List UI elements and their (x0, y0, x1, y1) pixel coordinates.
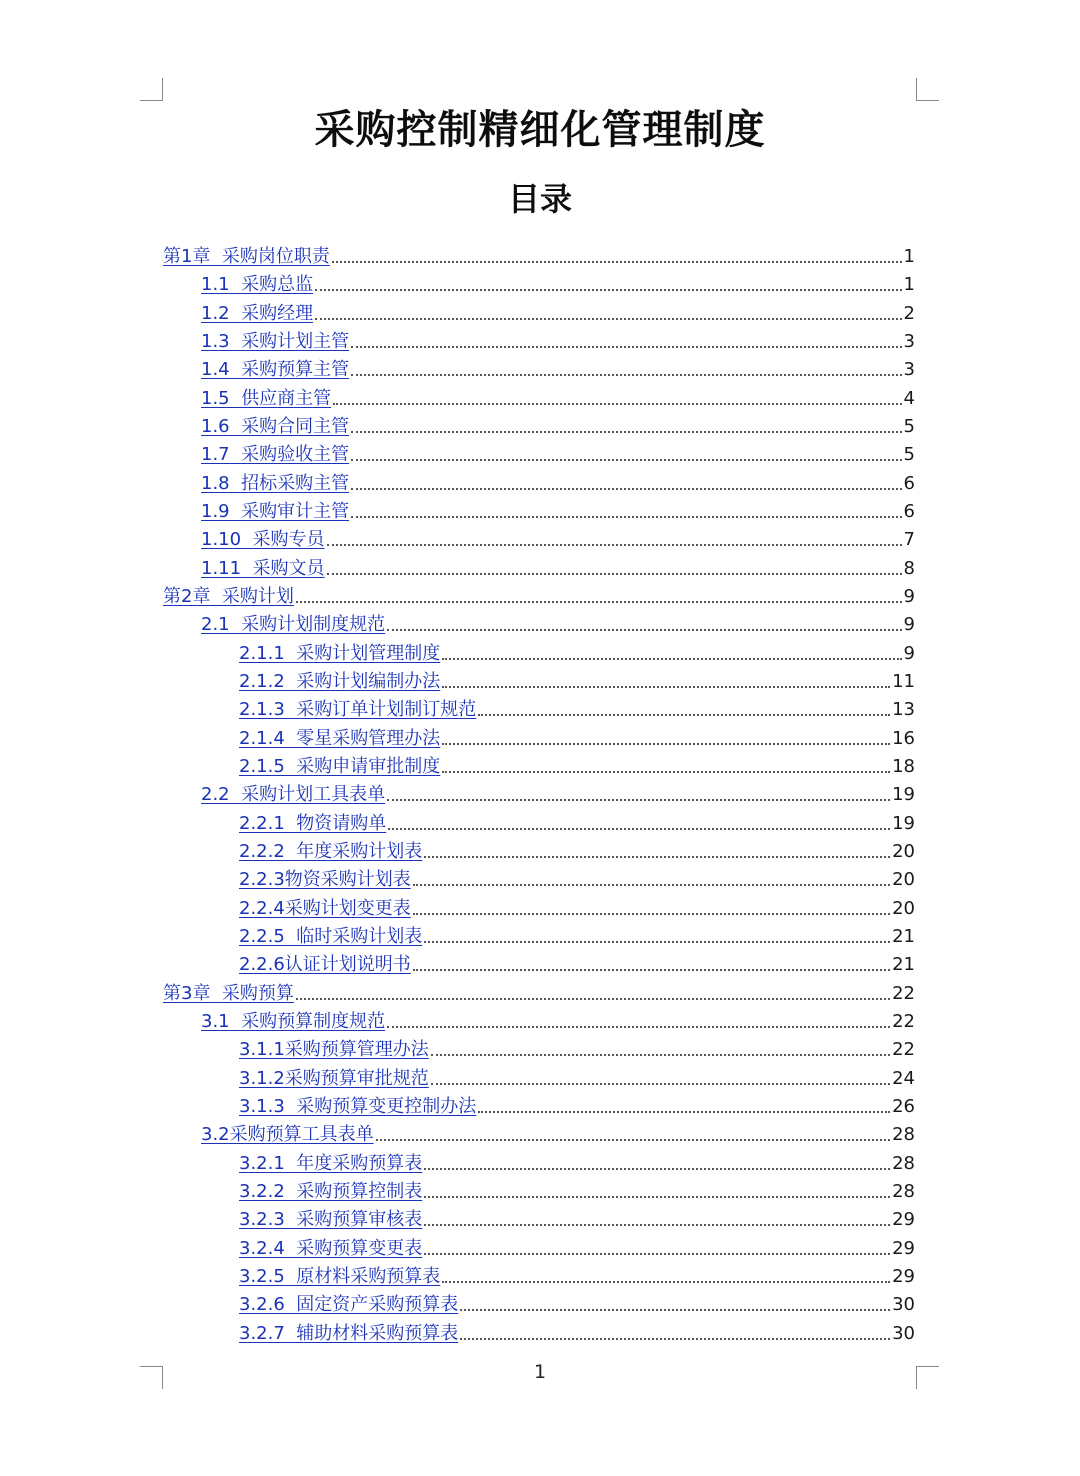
toc-entry-page: 21 (892, 925, 915, 947)
toc-entry-page: 3 (903, 330, 915, 352)
toc-entry-link[interactable]: 3.1.1采购预算管理办法 (239, 1039, 429, 1061)
toc-entry-page: 30 (892, 1294, 915, 1316)
toc-entry[interactable] (201, 325, 915, 353)
toc-entry-link[interactable]: 2.2 采购计划工具表单 (201, 784, 386, 806)
toc-entry-page: 20 (892, 840, 915, 862)
toc-entry[interactable] (239, 1260, 915, 1288)
toc-entry[interactable] (239, 920, 915, 948)
toc-entry-page: 5 (903, 415, 915, 437)
toc-dot-leader (296, 997, 890, 1000)
toc-dot-leader (460, 1308, 890, 1311)
toc-dot-leader (424, 1252, 890, 1255)
toc-dot-leader (351, 458, 901, 461)
toc-entry-link[interactable]: 3.1.2采购预算审批规范 (239, 1067, 429, 1089)
toc-heading: 目录 (507, 180, 572, 218)
toc-entry-page: 9 (903, 642, 915, 664)
toc-dot-leader (413, 883, 890, 886)
toc-entry[interactable] (239, 1203, 915, 1231)
toc-dot-leader (376, 1138, 890, 1141)
toc-entry-link[interactable]: 2.2.5 临时采购计划表 (239, 925, 423, 947)
toc-entry-link[interactable]: 3.2.3 采购预算审核表 (239, 1209, 423, 1231)
toc-entry-page: 24 (892, 1067, 915, 1089)
toc-entry-page: 6 (903, 500, 915, 522)
toc-dot-leader (431, 1082, 890, 1085)
toc-entry[interactable] (163, 580, 915, 608)
toc-dot-leader (296, 600, 902, 603)
toc-entry-link[interactable]: 2.1.5 采购申请审批制度 (239, 755, 441, 777)
toc-entry-page: 18 (892, 755, 915, 777)
toc-entry-link[interactable]: 3.2.6 固定资产采购预算表 (239, 1294, 459, 1316)
toc-entry-page: 20 (892, 869, 915, 891)
toc-entry[interactable] (239, 637, 915, 665)
toc-entry[interactable] (163, 240, 915, 268)
toc-entry[interactable] (201, 523, 915, 551)
toc-entry[interactable] (201, 1118, 915, 1146)
toc-entry-link[interactable]: 1.4 采购预算主管 (201, 359, 350, 381)
toc-entry-link[interactable]: 第2章 采购计划 (163, 585, 294, 607)
toc-entry-link[interactable]: 2.1.2 采购计划编制办法 (239, 670, 441, 692)
toc-entry[interactable] (239, 1232, 915, 1260)
toc-dot-leader (478, 713, 890, 716)
toc-entry-link[interactable]: 2.2.2 年度采购计划表 (239, 840, 423, 862)
toc-entry[interactable] (239, 1175, 915, 1203)
toc-entry[interactable] (239, 948, 915, 976)
toc-dot-leader (424, 855, 890, 858)
toc-dot-leader (351, 430, 901, 433)
toc-entry-link[interactable]: 3.1 采购预算制度规范 (201, 1010, 386, 1032)
toc-entry-link[interactable]: 2.1.3 采购订单计划制订规范 (239, 699, 477, 721)
page-number: 1 (533, 1361, 547, 1383)
toc-dot-leader (388, 827, 890, 830)
toc-entry-page: 26 (892, 1095, 915, 1117)
toc-entry-link[interactable]: 1.11 采购文员 (201, 557, 325, 579)
toc-entry-page: 11 (892, 670, 915, 692)
toc-entry[interactable] (201, 467, 915, 495)
toc-dot-leader (424, 1167, 890, 1170)
toc-entry[interactable] (201, 382, 915, 410)
toc-entry-link[interactable]: 3.2.1 年度采购预算表 (239, 1152, 423, 1174)
toc-entry-page: 6 (903, 472, 915, 494)
toc-entry-link[interactable]: 2.2.4采购计划变更表 (239, 897, 411, 919)
toc-entry[interactable] (239, 1090, 915, 1118)
toc-entry[interactable] (201, 410, 915, 438)
toc-entry-link[interactable]: 2.1 采购计划制度规范 (201, 614, 386, 636)
toc-entry-page: 13 (892, 699, 915, 721)
toc-dot-leader (315, 317, 901, 320)
toc-entry[interactable] (201, 778, 915, 806)
toc-entry-page: 1 (903, 246, 915, 267)
toc-entry-page: 28 (892, 1152, 915, 1174)
toc-dot-leader (387, 798, 890, 801)
toc-entry-link[interactable]: 1.5 供应商主管 (201, 387, 332, 409)
toc-entry-page: 28 (892, 1180, 915, 1202)
toc-entry[interactable] (239, 750, 915, 778)
toc-entry-link[interactable]: 3.2.2 采购预算控制表 (239, 1180, 423, 1202)
toc-entry-link[interactable]: 3.2采购预算工具表单 (201, 1124, 374, 1146)
toc-entry-page: 22 (892, 1039, 915, 1061)
toc-entry-page: 20 (892, 897, 915, 919)
toc-entry-page: 29 (892, 1265, 915, 1287)
toc-entry[interactable] (163, 977, 915, 1005)
toc-dot-leader (327, 543, 902, 546)
toc-dot-leader (424, 940, 890, 943)
toc-entry[interactable] (201, 608, 915, 636)
toc-entry-link[interactable]: 1.8 招标采购主管 (201, 472, 350, 494)
toc-entry[interactable] (201, 297, 915, 325)
toc-entry-page: 21 (892, 954, 915, 976)
toc-entry-page: 29 (892, 1237, 915, 1259)
toc-entry-page: 29 (892, 1209, 915, 1231)
toc-entry[interactable] (239, 1147, 915, 1175)
toc-entry-page: 9 (903, 614, 915, 636)
toc-dot-leader (387, 1025, 890, 1028)
toc-entry[interactable] (201, 552, 915, 580)
toc-entry-page: 9 (903, 585, 915, 607)
toc-entry[interactable] (239, 1062, 915, 1090)
toc-dot-leader (460, 1337, 890, 1340)
toc-dot-leader (333, 402, 901, 405)
toc-dot-leader (351, 345, 901, 348)
toc-entry-link[interactable]: 2.2.1 物资请购单 (239, 812, 387, 834)
toc-entry-page: 19 (892, 812, 915, 834)
toc-entry-link[interactable]: 第1章 采购岗位职责 (163, 246, 330, 267)
toc-entry-page: 5 (903, 444, 915, 466)
toc-dot-leader (387, 628, 901, 631)
toc-entry[interactable] (239, 1317, 915, 1345)
toc-entry-link[interactable]: 1.1 采购总监 (201, 274, 314, 296)
toc-entry-link[interactable]: 1.9 采购审计主管 (201, 500, 350, 522)
toc-entry-link[interactable]: 3.2.4 采购预算变更表 (239, 1237, 423, 1259)
toc-entry[interactable] (239, 863, 915, 891)
toc-dot-leader (442, 1280, 890, 1283)
toc-dot-leader (478, 1110, 890, 1113)
toc-dot-leader (431, 1053, 890, 1056)
toc-entry[interactable] (239, 693, 915, 721)
toc-entry-link[interactable]: 3.2.7 辅助材料采购预算表 (239, 1322, 459, 1344)
toc-entry-page: 16 (892, 727, 915, 749)
toc-entry-page: 19 (892, 784, 915, 806)
toc-entry[interactable] (201, 438, 915, 466)
toc-dot-leader (413, 912, 890, 915)
toc-entry-page: 7 (903, 529, 915, 551)
toc-dot-leader (315, 288, 901, 291)
toc-entry-page: 28 (892, 1124, 915, 1146)
toc-entry-page: 22 (892, 1010, 915, 1032)
toc-entry-link[interactable]: 1.6 采购合同主管 (201, 415, 350, 437)
toc-dot-leader (424, 1195, 890, 1198)
toc-entry[interactable] (201, 495, 915, 523)
toc-entry-link[interactable]: 2.1.1 采购计划管理制度 (239, 642, 441, 664)
toc-dot-leader (442, 657, 901, 660)
toc-entry-page: 4 (903, 387, 915, 409)
toc-entry[interactable] (239, 892, 915, 920)
toc-entry-page: 1 (903, 274, 915, 296)
toc-dot-leader (351, 515, 901, 518)
toc-dot-leader (442, 685, 890, 688)
toc-entry-link[interactable]: 1.7 采购验收主管 (201, 444, 350, 466)
toc-entry-page: 2 (903, 302, 915, 324)
toc-entry[interactable] (201, 268, 915, 296)
toc-entry[interactable] (239, 1288, 915, 1316)
toc-entry[interactable] (239, 665, 915, 693)
toc-entry-link[interactable]: 3.2.5 原材料采购预算表 (239, 1265, 441, 1287)
toc-entry[interactable] (239, 722, 915, 750)
toc-dot-leader (351, 487, 901, 490)
toc-entry-link[interactable]: 2.1.4 零星采购管理办法 (239, 727, 441, 749)
toc-entry-page: 22 (892, 982, 915, 1004)
toc-entry-link[interactable]: 2.2.3物资采购计划表 (239, 869, 411, 891)
toc-entry-link[interactable]: 3.1.3 采购预算变更控制办法 (239, 1095, 477, 1117)
toc-dot-leader (351, 373, 901, 376)
toc-entry-page: 8 (903, 557, 915, 579)
toc-entry-link[interactable]: 1.2 采购经理 (201, 302, 314, 324)
toc-entry-link[interactable]: 1.10 采购专员 (201, 529, 325, 551)
toc-entry-link[interactable]: 2.2.6认证计划说明书 (239, 954, 411, 976)
toc-entry-link[interactable]: 第3章 采购预算 (163, 982, 294, 1004)
toc-entry-link[interactable]: 1.3 采购计划主管 (201, 330, 350, 352)
toc-entry[interactable] (201, 1005, 915, 1033)
toc-dot-leader (424, 1223, 890, 1226)
toc-entry[interactable] (201, 353, 915, 381)
toc-entry-page: 3 (903, 359, 915, 381)
toc-entry[interactable] (239, 807, 915, 835)
toc-dot-leader (327, 572, 902, 575)
toc-entry-page: 30 (892, 1322, 915, 1344)
toc-dot-leader (442, 770, 890, 773)
toc-entry[interactable] (239, 835, 915, 863)
document-title: 采购控制精细化管理制度 (314, 107, 766, 153)
toc-dot-leader (413, 968, 890, 971)
toc-dot-leader (442, 742, 890, 745)
toc-dot-leader (332, 260, 902, 263)
toc-entry[interactable] (239, 1033, 915, 1061)
